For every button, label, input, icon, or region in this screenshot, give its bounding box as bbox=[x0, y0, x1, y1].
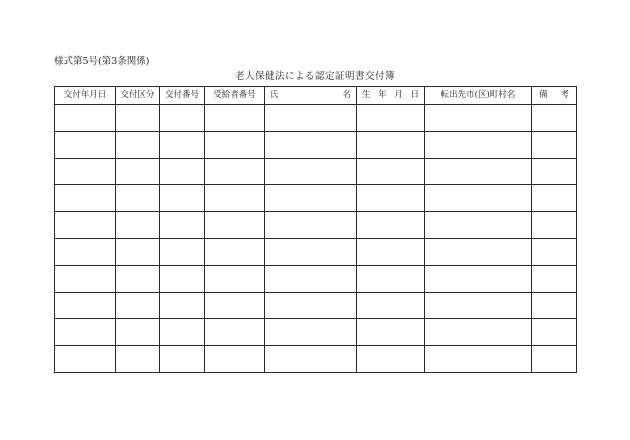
cell-name bbox=[265, 158, 357, 185]
header-remarks bbox=[532, 87, 577, 105]
cell-name bbox=[265, 105, 357, 132]
cell-name bbox=[265, 131, 357, 158]
cell-destination-municipality bbox=[425, 212, 532, 239]
cell-recipient-number bbox=[205, 185, 265, 212]
cell-issue-number bbox=[160, 319, 205, 346]
header-birth-part: 月 bbox=[394, 90, 403, 100]
header-remarks-part: 備 bbox=[539, 90, 548, 100]
cell-name bbox=[265, 319, 357, 346]
form-number-label: 様式第5号(第3条関係) bbox=[54, 56, 150, 67]
header-birth-part: 生 bbox=[362, 90, 371, 100]
cell-destination-municipality bbox=[425, 238, 532, 265]
cell-issue-category bbox=[116, 319, 160, 346]
cell-recipient-number bbox=[205, 131, 265, 158]
cell-issue-date bbox=[55, 212, 116, 239]
cell-birth-date bbox=[357, 238, 425, 265]
cell-issue-category bbox=[116, 212, 160, 239]
document-title: 老人保健法による認定証明書交付簿 bbox=[234, 71, 395, 82]
cell-destination-municipality bbox=[425, 319, 532, 346]
table-row bbox=[55, 238, 577, 265]
cell-birth-date bbox=[357, 158, 425, 185]
header-destination-municipality: 転出先市(区)町村名 bbox=[425, 87, 532, 105]
cell-remarks bbox=[532, 185, 577, 212]
cell-name bbox=[265, 265, 357, 292]
cell-issue-number bbox=[160, 158, 205, 185]
cell-birth-date bbox=[357, 319, 425, 346]
cell-birth-date bbox=[357, 346, 425, 373]
cell-issue-category bbox=[116, 346, 160, 373]
cell-issue-number bbox=[160, 238, 205, 265]
cell-remarks bbox=[532, 131, 577, 158]
header-name bbox=[265, 87, 357, 105]
cell-destination-municipality bbox=[425, 131, 532, 158]
table-row bbox=[55, 185, 577, 212]
header-name-part: 名 bbox=[342, 90, 351, 100]
cell-issue-category bbox=[116, 158, 160, 185]
table-row bbox=[55, 292, 577, 319]
cell-issue-number bbox=[160, 346, 205, 373]
cell-name bbox=[265, 238, 357, 265]
cell-remarks bbox=[532, 265, 577, 292]
table-body bbox=[55, 105, 577, 373]
cell-issue-number bbox=[160, 292, 205, 319]
cell-remarks bbox=[532, 212, 577, 239]
table-header-row bbox=[55, 87, 577, 105]
cell-issue-category bbox=[116, 238, 160, 265]
cell-name bbox=[265, 346, 357, 373]
cell-issue-date bbox=[55, 292, 116, 319]
cell-issue-number bbox=[160, 131, 205, 158]
cell-issue-date bbox=[55, 238, 116, 265]
cell-issue-category bbox=[116, 105, 160, 132]
cell-recipient-number bbox=[205, 265, 265, 292]
cell-destination-municipality bbox=[425, 292, 532, 319]
table-row bbox=[55, 265, 577, 292]
cell-remarks bbox=[532, 158, 577, 185]
cell-birth-date bbox=[357, 265, 425, 292]
table-row bbox=[55, 346, 577, 373]
cell-recipient-number bbox=[205, 105, 265, 132]
cell-issue-number bbox=[160, 265, 205, 292]
cell-recipient-number bbox=[205, 158, 265, 185]
header-issue-date: 交付年月日 bbox=[55, 87, 116, 105]
certificate-issuance-register-table bbox=[54, 86, 577, 373]
cell-destination-municipality bbox=[425, 158, 532, 185]
cell-birth-date bbox=[357, 131, 425, 158]
cell-destination-municipality bbox=[425, 105, 532, 132]
header-issue-number: 交付番号 bbox=[160, 87, 205, 105]
table-row bbox=[55, 105, 577, 132]
table-row bbox=[55, 131, 577, 158]
cell-issue-category bbox=[116, 265, 160, 292]
cell-recipient-number bbox=[205, 238, 265, 265]
cell-name bbox=[265, 212, 357, 239]
cell-birth-date bbox=[357, 185, 425, 212]
cell-recipient-number bbox=[205, 292, 265, 319]
cell-issue-date bbox=[55, 131, 116, 158]
cell-issue-number bbox=[160, 212, 205, 239]
header-birth-part: 日 bbox=[410, 90, 419, 100]
cell-destination-municipality bbox=[425, 185, 532, 212]
cell-name bbox=[265, 185, 357, 212]
cell-issue-date bbox=[55, 265, 116, 292]
cell-remarks bbox=[532, 238, 577, 265]
header-birth-part: 年 bbox=[378, 90, 387, 100]
cell-recipient-number bbox=[205, 212, 265, 239]
cell-issue-category bbox=[116, 131, 160, 158]
cell-issue-date bbox=[55, 158, 116, 185]
header-issue-category: 交付区分 bbox=[116, 87, 160, 105]
cell-destination-municipality bbox=[425, 265, 532, 292]
cell-issue-number bbox=[160, 105, 205, 132]
cell-recipient-number bbox=[205, 346, 265, 373]
cell-issue-number bbox=[160, 185, 205, 212]
cell-issue-date bbox=[55, 185, 116, 212]
table-row bbox=[55, 319, 577, 346]
header-birth-date bbox=[357, 87, 425, 105]
header-name-part: 氏 bbox=[270, 90, 279, 100]
cell-destination-municipality bbox=[425, 346, 532, 373]
cell-issue-date bbox=[55, 105, 116, 132]
cell-birth-date bbox=[357, 212, 425, 239]
cell-issue-date bbox=[55, 319, 116, 346]
header-recipient-number: 受給者番号 bbox=[205, 87, 265, 105]
cell-remarks bbox=[532, 346, 577, 373]
cell-issue-category bbox=[116, 292, 160, 319]
cell-birth-date bbox=[357, 105, 425, 132]
cell-remarks bbox=[532, 319, 577, 346]
table-row bbox=[55, 158, 577, 185]
cell-issue-category bbox=[116, 185, 160, 212]
cell-issue-date bbox=[55, 346, 116, 373]
cell-name bbox=[265, 292, 357, 319]
cell-recipient-number bbox=[205, 319, 265, 346]
table-row bbox=[55, 212, 577, 239]
cell-birth-date bbox=[357, 292, 425, 319]
header-remarks-part: 考 bbox=[560, 90, 569, 100]
cell-remarks bbox=[532, 292, 577, 319]
cell-remarks bbox=[532, 105, 577, 132]
